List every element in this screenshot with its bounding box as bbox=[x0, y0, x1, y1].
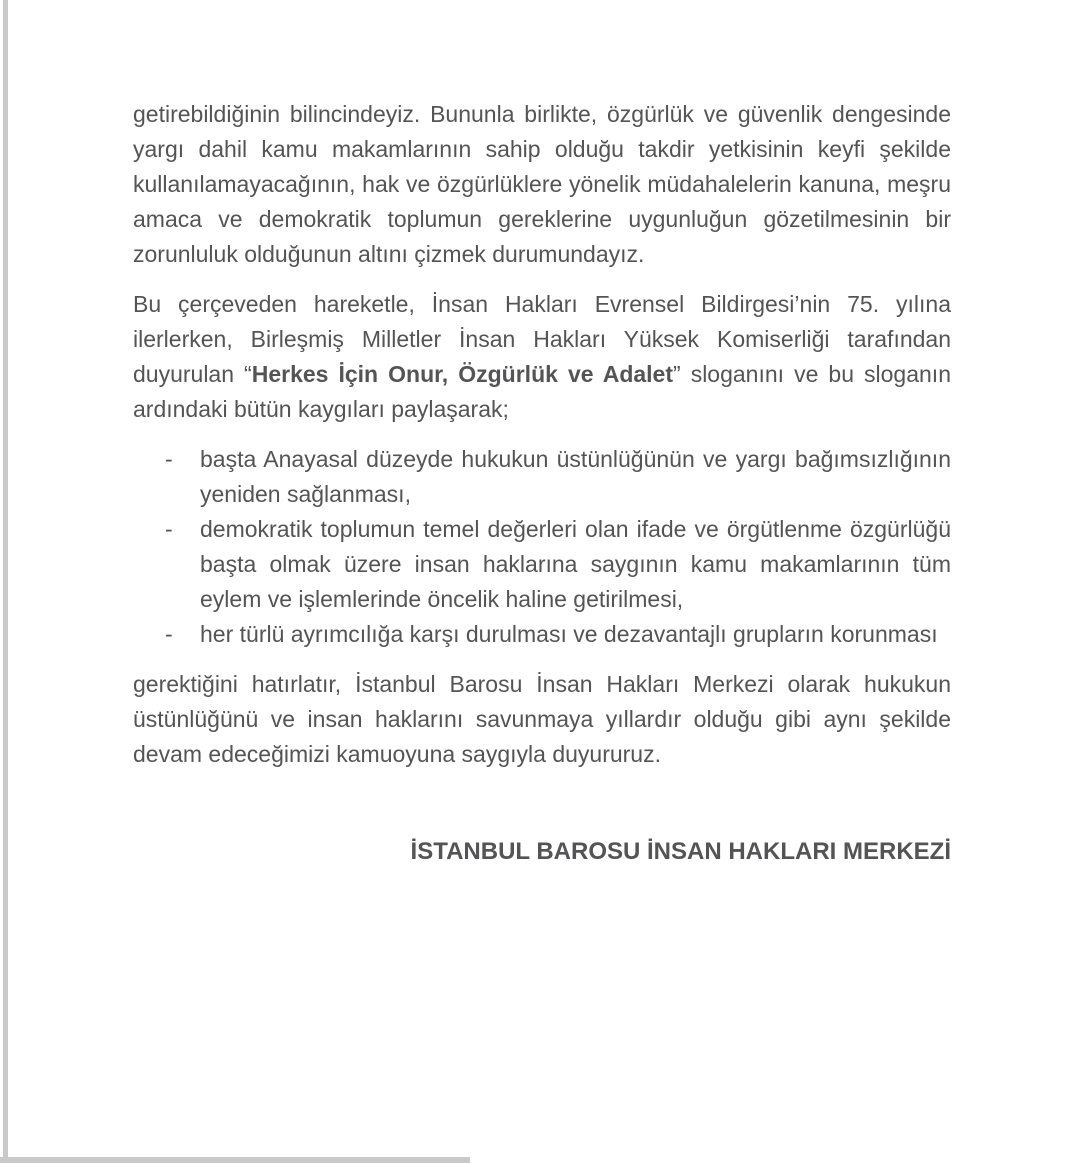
list-item-text: her türlü ayrımcılığa karşı durulması ve dezavantajlı grupların korunması bbox=[200, 621, 938, 647]
paragraph-closing: gerektiğini hatırlatır, İstanbul Barosu İnsan Hakları Merkezi olarak hukukun üstünlüğünü ve insan haklarını savunmaya yıllardır olduğu gibi aynı şekilde devam edeceğimizi kamuoyuna saygıyla duyururuz. bbox=[133, 671, 951, 767]
list-item bbox=[165, 512, 951, 617]
signature-line: İSTANBUL BAROSU İNSAN HAKLARI MERKEZİ bbox=[410, 838, 951, 865]
list-item-text: demokratik toplumun temel değerleri olan ifade ve örgütlenme özgürlüğü başta olmak üzere insan haklarına saygının kamu makamlarının tüm eylem ve işlemlerinde öncelik haline getirilmesi, bbox=[200, 516, 951, 612]
paragraph-intro: getirebildiğinin bilincindeyiz. Bununla birlikte, özgürlük ve güvenlik dengesinde yargı dahil kamu makamlarının sahip olduğu takdir yetkisinin keyfi şekilde kullanılamayacağının, hak ve özgürlüklere yönelik müdahalelerin kanuna, meşru amaca ve demokratik toplumun gereklerine uygunluğun gözetilmesinin bir zorunluluk olduğunun altını çizmek durumundayız. bbox=[133, 101, 951, 267]
list-item-dash: - bbox=[165, 446, 173, 472]
paragraph-declaration-after: ” sloganını ve bu sloganın ardındaki bütün kaygıları paylaşarak; bbox=[133, 361, 951, 422]
paragraph-declaration bbox=[133, 287, 951, 427]
list-item bbox=[165, 442, 951, 512]
document-body bbox=[133, 97, 951, 884]
paragraph-declaration-before: Bu çerçeveden hareketle, İnsan Hakları Evrensel Bildirgesi’nin 75. yılına ilerlerken, Birleşmiş Milletler İnsan Hakları Yüksek Komiserliği tarafından duyurulan “ bbox=[133, 291, 951, 387]
demands-list bbox=[133, 442, 951, 652]
page-bottom-edge-line bbox=[0, 1157, 470, 1163]
page-left-edge-line bbox=[3, 0, 8, 1158]
list-item-text: başta Anayasal düzeyde hukukun üstünlüğünün ve yargı bağımsızlığının yeniden sağlanması, bbox=[200, 446, 951, 507]
list-item-dash: - bbox=[165, 516, 173, 542]
list-item bbox=[165, 617, 951, 652]
list-item-dash: - bbox=[165, 621, 173, 647]
slogan-bold-text: Herkes İçin Onur, Özgürlük ve Adalet bbox=[251, 361, 673, 387]
